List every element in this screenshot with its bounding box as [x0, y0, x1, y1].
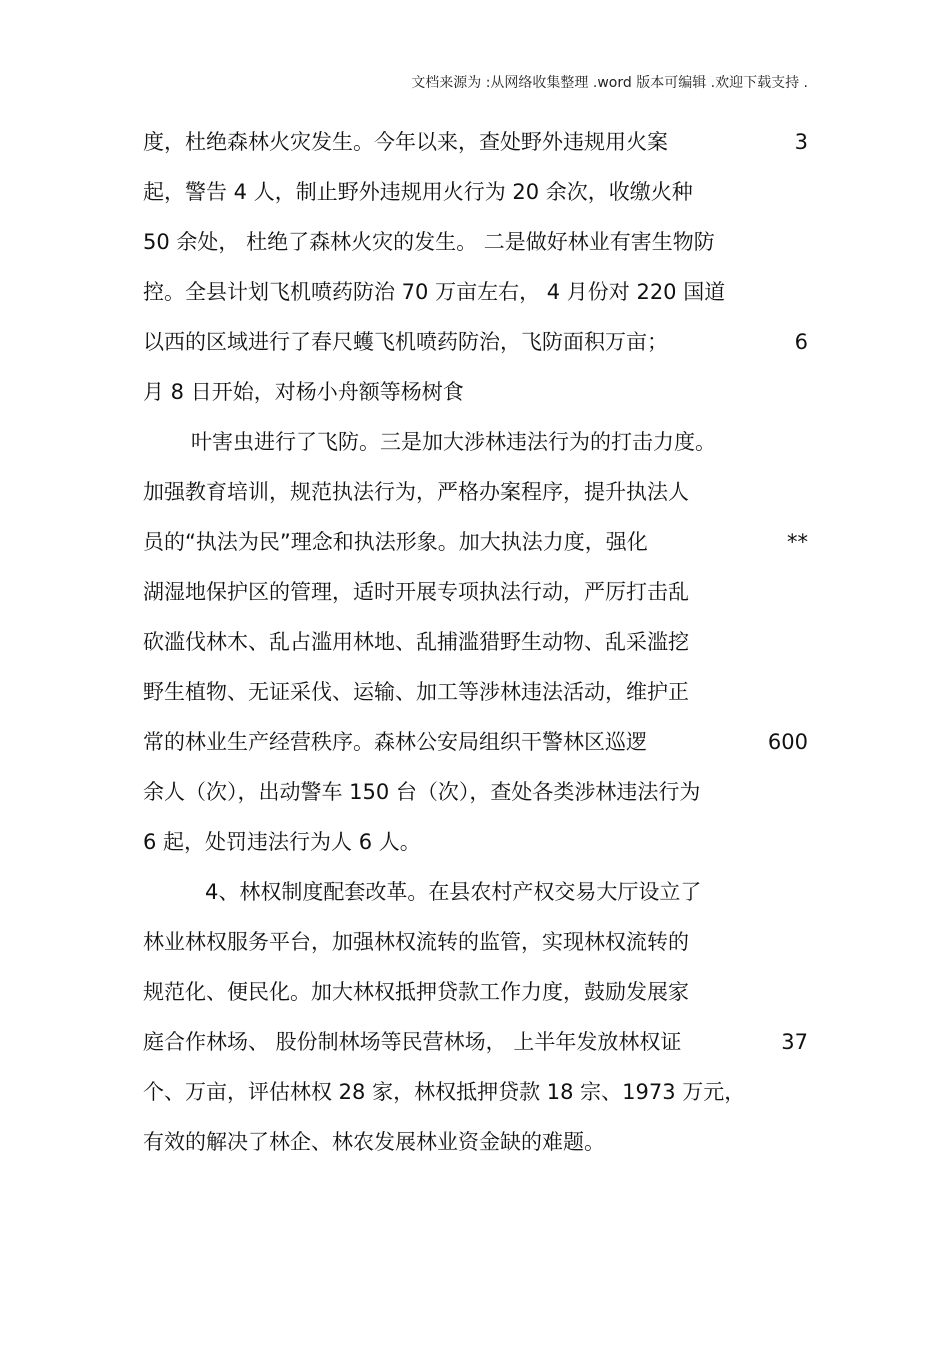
text-line: [143, 572, 808, 622]
line-text: 砍滥伐林木、乱占滥用林地、乱捕滥猎野生动物、乱采滥挖: [143, 630, 689, 654]
text-line: [143, 922, 808, 972]
line-right-text: 600: [767, 730, 808, 754]
line-text: 规范化、便民化。加大林权抵押贷款工作力度，鼓励发展家: [143, 980, 689, 1004]
line-right-text: 6: [794, 330, 808, 354]
text-line: [143, 422, 808, 472]
text-line: [143, 1022, 808, 1072]
text-line: [143, 722, 808, 772]
text-line: [143, 322, 808, 372]
text-line: [143, 1072, 808, 1122]
line-right-text: 37: [781, 1030, 808, 1054]
line-text: 起，警告 4 人，制止野外违规用火行为 20 余次，收缴火种: [143, 180, 693, 204]
page-header-note: 文档来源为 :从网络收集整理 .word 版本可编辑 .欢迎下载支持 .: [411, 75, 808, 91]
text-line: [143, 972, 808, 1022]
text-line: [143, 622, 808, 672]
line-text: 50 余处， 杜绝了森林火灾的发生。 二是做好林业有害生物防: [143, 230, 715, 254]
line-text: 有效的解决了林企、林农发展林业资金缺的难题。: [143, 1130, 605, 1154]
text-line: [143, 522, 808, 572]
line-text: 庭合作林场、 股份制林场等民营林场， 上半年发放林权证: [143, 1030, 682, 1054]
line-text: 野生植物、无证采伐、运输、加工等涉林违法活动，维护正: [143, 680, 689, 704]
line-text: 控。全县计划飞机喷药防治 70 万亩左右， 4 月份对 220 国道: [143, 280, 726, 304]
text-line: [143, 872, 808, 922]
line-text: 叶害虫进行了飞防。三是加大涉林违法行为的打击力度。: [191, 430, 716, 454]
text-line: [143, 672, 808, 722]
line-text: 员的“执法为民”理念和执法形象。加大执法力度，强化: [143, 530, 648, 554]
line-text: 余人（次），出动警车 150 台（次），查处各类涉林违法行为: [143, 780, 701, 804]
line-right-text: 3: [794, 130, 808, 154]
line-text: 月 8 日开始，对杨小舟额等杨树食: [143, 380, 464, 404]
line-text: 以西的区域进行了春尺蠖飞机喷药防治，飞防面积万亩；: [143, 330, 668, 354]
line-text: 个、万亩，评估林权 28 家，林权抵押贷款 18 宗、1973 万元，: [143, 1080, 746, 1104]
document-body: [143, 122, 808, 1172]
text-line: [143, 372, 808, 422]
line-text: 常的林业生产经营秩序。森林公安局组织干警林区巡逻: [143, 730, 647, 754]
text-line: [143, 772, 808, 822]
text-line: [143, 272, 808, 322]
text-line: [143, 222, 808, 272]
line-text: 度，杜绝森林火灾发生。今年以来，查处野外违规用火案: [143, 130, 668, 154]
line-text: 湖湿地保护区的管理，适时开展专项执法行动，严厉打击乱: [143, 580, 689, 604]
line-text: 林业林权服务平台，加强林权流转的监管，实现林权流转的: [143, 930, 689, 954]
line-text: 加强教育培训，规范执法行为，严格办案程序，提升执法人: [143, 480, 689, 504]
line-text: 6 起，处罚违法行为人 6 人。: [143, 830, 421, 854]
line-text: 4、林权制度配套改革。在县农村产权交易大厅设立了: [205, 880, 702, 904]
text-line: [143, 172, 808, 222]
text-line: [143, 472, 808, 522]
line-right-text: **: [787, 530, 808, 554]
text-line: [143, 122, 808, 172]
text-line: [143, 822, 808, 872]
text-line: [143, 1122, 808, 1172]
